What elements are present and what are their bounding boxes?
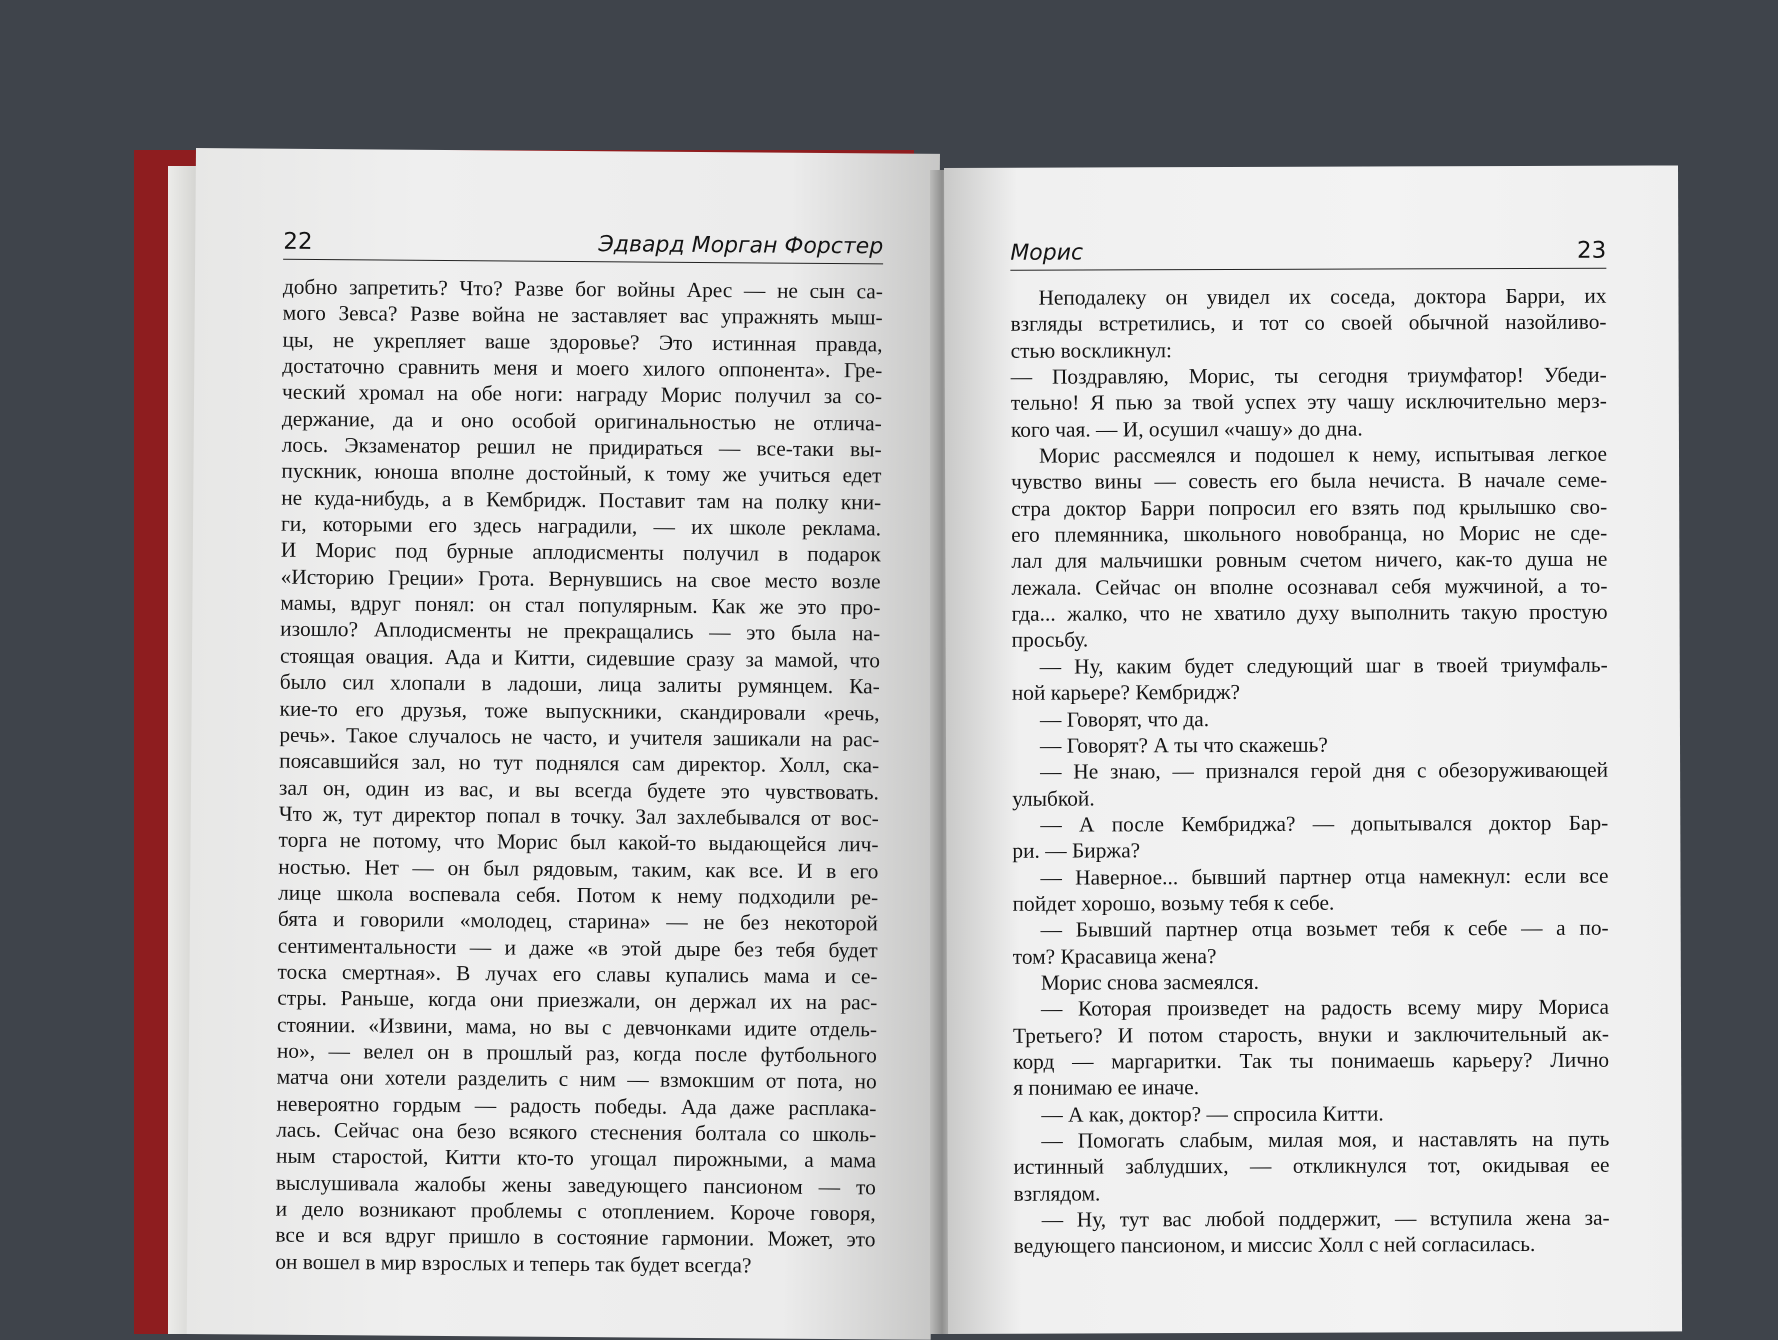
text-line: я понимаю ее иначе. <box>1013 1075 1200 1101</box>
text-line: все и вся вдруг пришло в состояние гармонии. Может, это <box>275 1223 876 1252</box>
text-line: — А как, доктор? — спросила Китти. <box>1041 1101 1384 1127</box>
text-line: стра доктор Барри попросил его взять под крылышко сво- <box>1011 494 1608 521</box>
text-line: выслушивала жалобы жены заведующего пансионом — то <box>275 1170 876 1200</box>
text-line: — Которая произведет на радость всему миру Мориса <box>1040 994 1609 1021</box>
text-line: лал для мальчишки ровным счетом ничего, как-то душа не <box>1011 547 1608 574</box>
text-line: лась. Сейчас она безо всякого стеснения болтала со школь- <box>276 1117 877 1147</box>
text-line: пускник, юноша вполне достойный, к тому же учиться едет <box>281 459 882 488</box>
text-line: стью воскликнул: <box>1010 337 1173 363</box>
text-line: тельно! Я пью за твой успех эту чашу исключительно мерз- <box>1010 389 1607 416</box>
text-line: — Говорят, что да. <box>1039 706 1210 732</box>
text-line: поясавшийся зал, но тут поднялся сам директор. Холл, ска- <box>279 748 880 778</box>
text-line: улыбкой. <box>1012 786 1095 811</box>
text-line: держание, да и оно особой оригинальностью не отлича- <box>281 406 882 436</box>
right-page-number: 23 <box>1576 237 1607 264</box>
text-line: ведующего пансионом, и миссис Холл с ней согласилась. <box>1013 1232 1536 1259</box>
text-line: тоска смертная». В лучах его славы купались мама и се- <box>277 959 878 989</box>
text-line: ной карьере? Кембридж? <box>1011 680 1241 705</box>
right-page <box>944 165 1682 1334</box>
text-line: «Историю Греции» Грота. Вернувшись на свое место возле <box>280 564 881 594</box>
text-line: достаточно сравнить меня и моего хилого оппонента». Гре- <box>282 353 883 383</box>
text-line: — А после Кембриджа? — допытывался доктор Бар- <box>1040 810 1609 837</box>
text-line: лось. Экзаменатор решил не придираться — все-таки вы- <box>281 432 882 462</box>
text-line: мамы, вдруг понял: он стал популярным. Как же это про- <box>280 590 881 620</box>
text-line: матча они хотели разделить с ним — взмокшим от пота, но <box>276 1064 877 1094</box>
text-line: Неподалеку он увидел их соседа, доктора Барри, их <box>1038 283 1607 310</box>
text-line: взгляды встретились, и тот со своей обычной назойливо- <box>1010 310 1607 337</box>
text-line: невероятно гордым — радость победы. Ада даже расплака- <box>276 1091 877 1121</box>
text-line: но», — велел он в прошлый раз, когда после футбольного <box>276 1038 877 1068</box>
text-line: он вошел в мир взрослых и теперь так будет всегда? <box>275 1249 752 1278</box>
text-line: ностью. Нет — он был рядовым, таким, как все. И в его <box>278 854 879 883</box>
text-line: — Ну, тут вас любой поддержит, — вступила жена за- <box>1041 1205 1610 1232</box>
text-line: стры. Раньше, когда они приезжали, он держал их на рас- <box>277 985 878 1015</box>
text-line: — Не знаю, — признался герой дня с обезоруживающей <box>1040 757 1609 784</box>
text-line: — Поздравляю, Морис, ты сегодня триумфатор! Убеди- <box>1010 362 1607 389</box>
text-line: его племянника, школьного новобранца, но Морис не сде- <box>1011 520 1608 547</box>
right-running-title: Морис <box>1010 240 1084 266</box>
text-line: истинный заблудших, — откликнулся тот, окидывая ее <box>1013 1153 1610 1180</box>
text-line: речь». Такое случалось не часто, и учителя зашикали на рас- <box>279 722 880 752</box>
text-line: пойдет хорошо, возьму тебя к себе. <box>1012 890 1335 916</box>
right-page-text <box>1010 283 1609 1260</box>
text-line: — Наверное... бывший партнер отца намекнул: если все <box>1040 863 1609 890</box>
text-line: Третьего? И потом старость, внуки и заключительный ак- <box>1012 1021 1610 1048</box>
left-page <box>187 148 940 1340</box>
text-line: ги, которыми его здесь наградили, — их школе реклама. <box>280 511 882 541</box>
text-line: ческий хромал на обе ноги: награду Морис получил за со- <box>281 380 883 409</box>
text-line: лежала. Сейчас он вполне осознавал себя мужчиной, а то- <box>1011 573 1608 600</box>
text-line: торга не потому, что Морис был какой-то выдающейся лич- <box>278 827 879 857</box>
text-line: Морис снова засмеялся. <box>1040 969 1260 995</box>
text-line: Что ж, тут директор попал в точку. Зал захлебывался от вос- <box>278 801 879 831</box>
text-line: корд — маргаритки. Так ты понимаешь карьеру? Лично <box>1013 1047 1610 1074</box>
text-line: взглядом. <box>1013 1181 1101 1206</box>
text-line: кого чая. — И, осушил «чашу» до дна. <box>1010 416 1363 442</box>
left-running-head <box>283 229 883 265</box>
left-running-title: Эдвард Морган Форстер <box>598 232 884 260</box>
text-line: ным старостой, Китти кто-то угощал пирожными, а мама <box>275 1144 877 1173</box>
text-line: добно запретить? Что? Разве бог войны Арес — не сын са- <box>282 274 883 304</box>
text-line: мого Зевса? Разве война не заставляет вас упражнять мыш- <box>282 301 883 330</box>
text-line: не куда-нибудь, а в Кембридж. Поставит там на полку кни- <box>281 485 882 515</box>
text-line: бята и говорили «молодец, старина» — не без некоторой <box>277 906 879 936</box>
text-line: и дело возникают проблемы с отоплением. Короче говоря, <box>275 1196 876 1226</box>
text-line: — Говорят? А ты что скажешь? <box>1039 732 1328 758</box>
text-line: стоящая овация. Ада и Китти, сидевшие сразу за мамой, что <box>279 643 881 673</box>
left-page-number: 22 <box>283 228 313 255</box>
text-line: Морис рассмеялся и подошел к нему, испытывая легкое <box>1038 441 1608 468</box>
text-line: просьбу. <box>1011 627 1089 653</box>
text-line: том? Красавица жена? <box>1012 943 1217 969</box>
text-line: цы, не укрепляет ваше здоровье? Это истинная правда, <box>282 327 883 357</box>
text-line: — Ну, каким будет следующий шаг в твоей триумфаль- <box>1039 652 1608 679</box>
text-line: кие-то его друзья, тоже выпускники, скандировали «речь, <box>279 696 880 725</box>
text-line: — Бывший партнер отца возьмет тебя к себе — а по- <box>1040 915 1609 942</box>
text-line: И Морис под бурные аплодисменты получил в подарок <box>280 538 881 567</box>
left-page-text <box>275 274 883 1280</box>
text-line: чувство вины — совесть его была нечиста. В начале семе- <box>1011 468 1608 495</box>
text-line: — Помогать слабым, милая моя, и наставлять на путь <box>1041 1126 1610 1153</box>
right-running-head <box>1010 238 1606 271</box>
text-line: ри. — Биржа? <box>1012 838 1141 863</box>
text-line: сентиментальности — и даже «в этой дыре без тебя будет <box>277 933 878 962</box>
text-line: было сил хлопали в ладоши, лица залиты румянцем. Ка- <box>279 669 880 699</box>
text-line: стоянии. «Извини, мама, но вы с девчонками идите отдель- <box>277 1012 878 1042</box>
text-line: зал он, один из вас, и вы всегда будете это чувствовать. <box>278 775 880 804</box>
text-line: лице школа воспевала себя. Потом к нему подходили ре- <box>278 880 879 910</box>
text-line: гда... жалко, что не хватило духу выполнить такую простую <box>1011 599 1608 626</box>
text-line: изошло? Аплодисменты не прекращались — это была на- <box>280 617 881 646</box>
